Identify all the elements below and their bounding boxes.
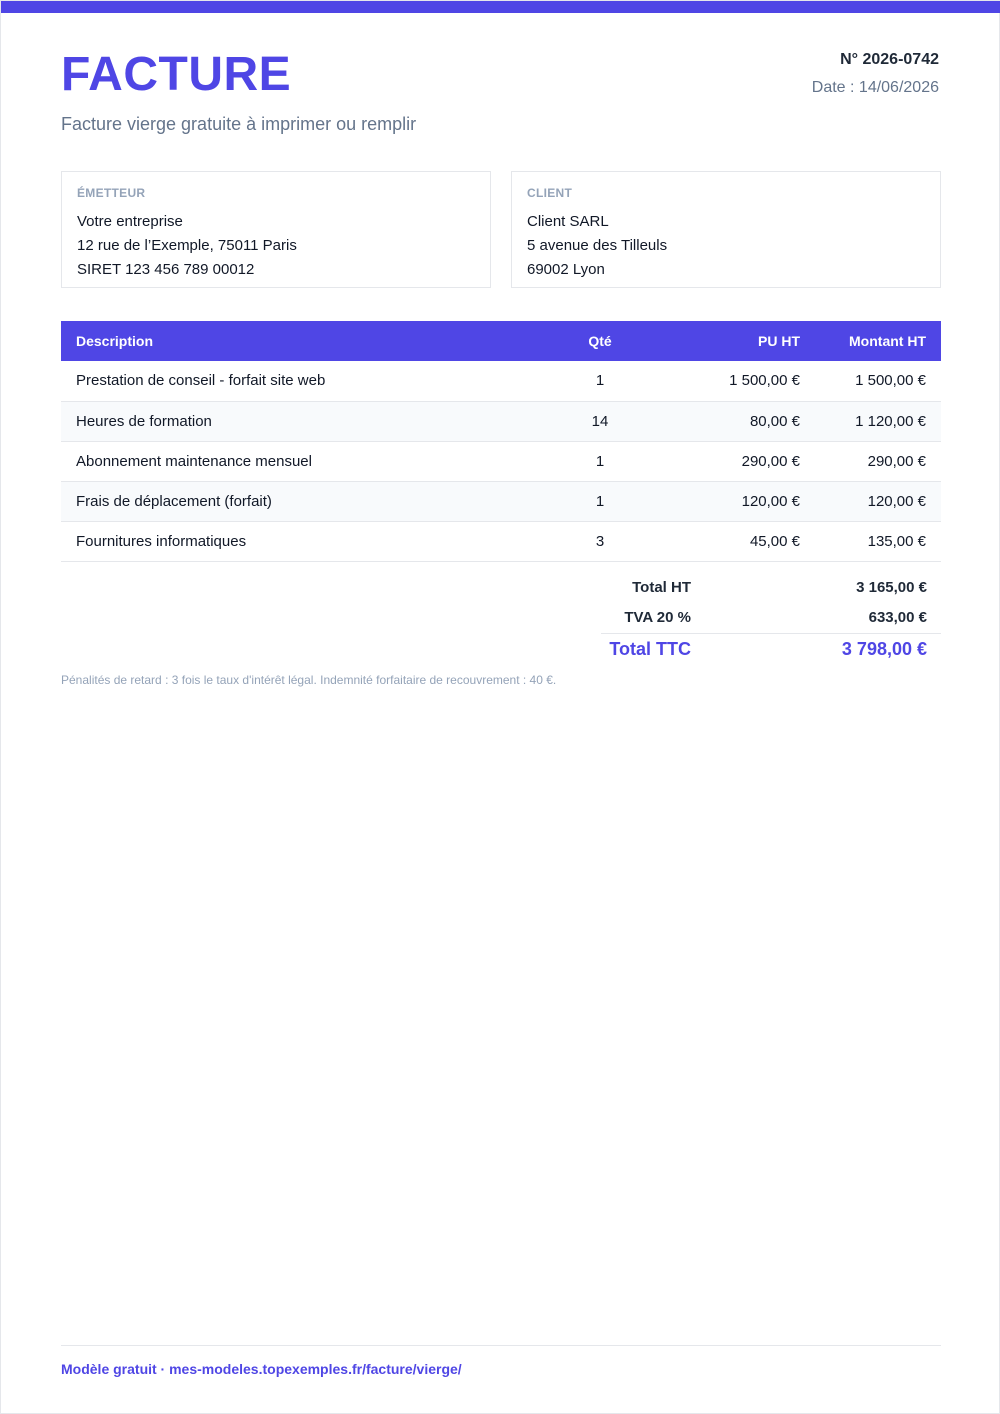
table-row bbox=[61, 361, 941, 401]
total-ht-label: Total HT bbox=[632, 578, 691, 596]
row-qty: 14 bbox=[541, 401, 659, 441]
row-amount: 120,00 € bbox=[815, 481, 941, 521]
row-description: Abonnement maintenance mensuel bbox=[61, 441, 541, 481]
client-city: 69002 Lyon bbox=[527, 261, 605, 278]
tva-value: 633,00 € bbox=[868, 608, 927, 626]
row-description: Frais de déplacement (forfait) bbox=[61, 481, 541, 521]
row-amount: 1 500,00 € bbox=[815, 361, 941, 401]
header-description: Description bbox=[61, 321, 541, 361]
row-qty: 1 bbox=[541, 361, 659, 401]
row-description: Prestation de conseil - forfait site web bbox=[61, 361, 541, 401]
row-amount: 135,00 € bbox=[815, 521, 941, 561]
table-row bbox=[61, 481, 941, 521]
totals-block bbox=[601, 572, 941, 665]
table-row bbox=[61, 401, 941, 441]
footer-divider bbox=[61, 1345, 941, 1346]
issuer-box bbox=[61, 171, 491, 288]
client-box bbox=[511, 171, 941, 288]
row-qty: 1 bbox=[541, 481, 659, 521]
row-unit-price: 45,00 € bbox=[659, 521, 815, 561]
invoice-number: N° 2026-0742 bbox=[840, 51, 939, 68]
table-row bbox=[61, 441, 941, 481]
table-header-row bbox=[61, 321, 941, 361]
row-amount: 1 120,00 € bbox=[815, 401, 941, 441]
header-amount: Montant HT bbox=[815, 321, 941, 361]
row-unit-price: 80,00 € bbox=[659, 401, 815, 441]
row-description: Heures de formation bbox=[61, 401, 541, 441]
issuer-address: 12 rue de l’Exemple, 75011 Paris bbox=[77, 237, 297, 254]
client-label: CLIENT bbox=[527, 186, 573, 200]
client-name: Client SARL bbox=[527, 213, 609, 230]
invoice-subtitle: Facture vierge gratuite à imprimer ou remplir bbox=[61, 114, 417, 134]
footer-link[interactable]: Modèle gratuit · mes-modeles.topexemples.fr/facture/vierge/ bbox=[61, 1361, 462, 1377]
invoice-date: Date : 14/06/2026 bbox=[811, 79, 939, 96]
line-items-table bbox=[61, 321, 941, 562]
issuer-siret: SIRET 123 456 789 00012 bbox=[77, 261, 255, 278]
row-amount: 290,00 € bbox=[815, 441, 941, 481]
payment-terms-note: Pénalités de retard : 3 fois le taux d'intérêt légal. Indemnité forfaitaire de recouvrement : 40 €. bbox=[61, 673, 557, 687]
row-qty: 1 bbox=[541, 441, 659, 481]
total-ht-row bbox=[601, 572, 941, 602]
total-ht-value: 3 165,00 € bbox=[856, 578, 927, 596]
total-ttc-value: 3 798,00 € bbox=[841, 639, 927, 659]
accent-top-bar bbox=[1, 1, 1000, 13]
issuer-label: ÉMETTEUR bbox=[77, 186, 146, 200]
row-unit-price: 290,00 € bbox=[659, 441, 815, 481]
invoice-title: FACTURE bbox=[61, 48, 292, 101]
issuer-name: Votre entreprise bbox=[77, 213, 183, 230]
row-unit-price: 1 500,00 € bbox=[659, 361, 815, 401]
total-ttc-row bbox=[601, 633, 941, 665]
tva-row bbox=[601, 602, 941, 632]
client-address: 5 avenue des Tilleuls bbox=[527, 237, 668, 254]
table-row bbox=[61, 521, 941, 561]
tva-label: TVA 20 % bbox=[624, 608, 691, 626]
row-qty: 3 bbox=[541, 521, 659, 561]
row-description: Fournitures informatiques bbox=[61, 521, 541, 561]
row-unit-price: 120,00 € bbox=[659, 481, 815, 521]
header-unit-price: PU HT bbox=[659, 321, 815, 361]
header-qty: Qté bbox=[541, 321, 659, 361]
total-ttc-label: Total TTC bbox=[609, 639, 691, 659]
